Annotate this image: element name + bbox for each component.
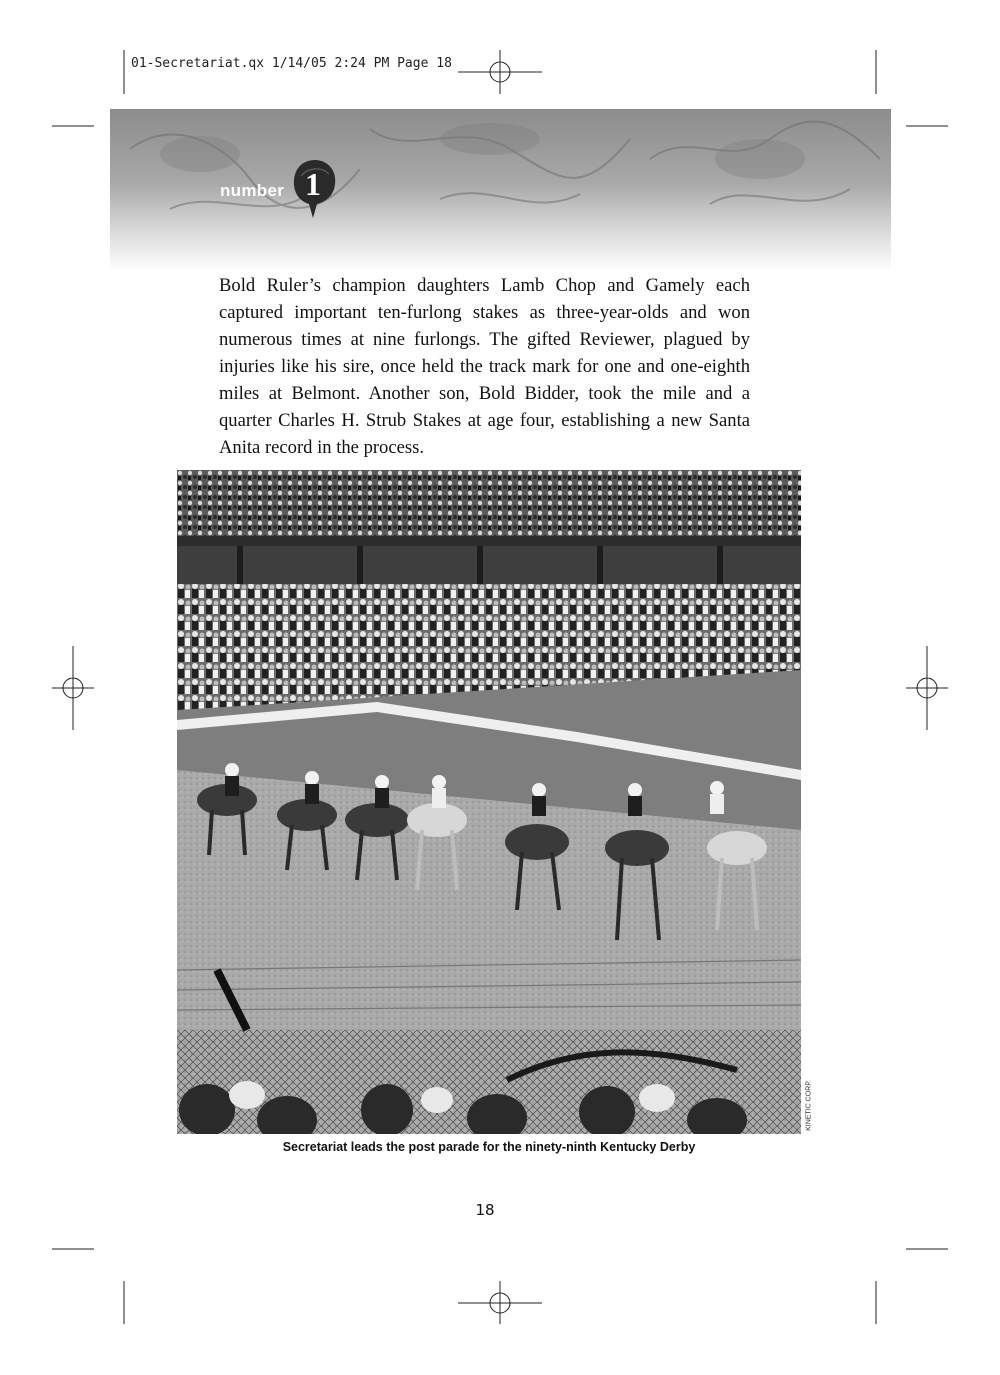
photo-credit: [804, 1080, 814, 1134]
page-number: 18: [475, 1201, 495, 1219]
post-parade-photo: [177, 470, 801, 1134]
chapter-number: 1: [305, 166, 321, 202]
body-paragraph: Bold Ruler’s champion daughters Lamb Chop and Gamely each captured important ten-furlong stakes as three-year-olds and won numerous times at nine furlongs. The gifted Reviewer, plagued by injuries like his sire, once held the track mark for one and one-eighth miles at Belmont. Another son, Bold Bidder, took the mile and a quarter Charles H. Strub Stakes at age four, establishing a new Santa Anita record in the process.: [219, 275, 750, 458]
chapter-label: number: [220, 181, 285, 200]
photo-credit-text: KINETIC CORP.: [805, 1080, 813, 1131]
printer-slug: 01-Secretariat.qx 1/14/05 2:24 PM Page 18: [131, 56, 452, 71]
photo-caption: Secretariat leads the post parade for the ninety-ninth Kentucky Derby: [282, 1140, 696, 1154]
